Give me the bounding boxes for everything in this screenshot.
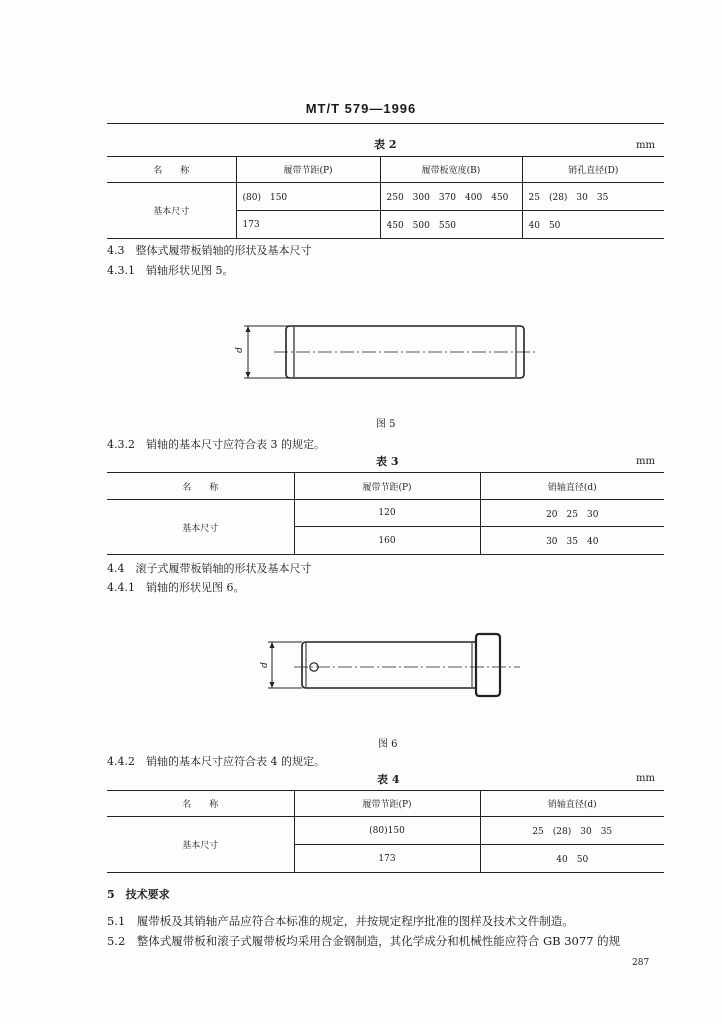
table-cell: 450 500 550 (380, 211, 522, 239)
section-4-3-1: 4.3.1 销轴形状见图 5。 (107, 264, 234, 277)
section-4-4-1: 4.4.1 销轴的形状见图 6。 (107, 581, 245, 594)
table-cell: 173 (236, 211, 380, 239)
section-5-title: 5 技术要求 (107, 888, 170, 901)
table-cell: 25 (28) 30 35 (480, 817, 664, 845)
table2-header-width: 履带板宽度(B) (380, 157, 522, 183)
table-cell: 30 35 40 (480, 527, 664, 555)
table4 (107, 790, 664, 873)
table-cell: 160 (294, 527, 480, 555)
table-cell: 25 (28) 30 35 (522, 183, 664, 211)
section-5-1: 5.1 履带板及其销轴产品应符合本标准的规定，并按规定程序批准的图样及技术文件制造。 (107, 914, 574, 928)
table-cell: (80) 150 (236, 183, 380, 211)
table2-unit: mm (636, 140, 655, 151)
table-cell: 173 (294, 845, 480, 873)
table2-caption: 表 2 (374, 138, 397, 151)
section-4-3-title: 4.3 整体式履带板销轴的形状及基本尺寸 (107, 244, 312, 257)
table-cell: (80)150 (294, 817, 480, 845)
figure-6-caption: 图 6 (378, 739, 398, 750)
table-cell: 120 (294, 500, 480, 527)
table3-row-name: 基本尺寸 (107, 500, 294, 555)
table3 (107, 472, 664, 555)
header-rule (107, 123, 664, 124)
section-4-3-2: 4.3.2 销轴的基本尺寸应符合表 3 的规定。 (107, 438, 325, 451)
table4-caption: 表 4 (377, 773, 400, 786)
table2-row-name: 基本尺寸 (107, 183, 236, 239)
section-4-4-2: 4.4.2 销轴的基本尺寸应符合表 4 的规定。 (107, 755, 325, 768)
table2-header-pitch: 履带节距(P) (236, 157, 380, 183)
table3-unit: mm (636, 456, 655, 467)
table2 (107, 156, 664, 239)
table4-header-pitch: 履带节距(P) (294, 791, 480, 817)
figure-5-caption: 图 5 (376, 419, 396, 430)
figure-5-pin-drawing (230, 318, 550, 386)
table2-header-name: 名 称 (153, 166, 190, 176)
table4-header-name: 名 称 (182, 800, 219, 810)
table-cell: 40 50 (480, 845, 664, 873)
page-number: 287 (632, 958, 650, 968)
section-4-4-title: 4.4 滚子式履带板销轴的形状及基本尺寸 (107, 562, 312, 575)
table2-header-hole: 销孔直径(D) (522, 157, 664, 183)
section-5-2: 5.2 整体式履带板和滚子式履带板均采用合金钢制造，其化学成分和机械性能应符合 GB 3077 的规 (107, 934, 621, 948)
table-cell: 250 300 370 400 450 (380, 183, 522, 211)
running-header: MT/T 579—1996 (305, 101, 417, 116)
table3-header-pitch: 履带节距(P) (294, 473, 480, 500)
table3-header-name: 名 称 (182, 482, 219, 493)
table-cell: 40 50 (522, 211, 664, 239)
table3-header-diameter: 销轴直径(d) (480, 473, 664, 500)
figure-5-dim-label: d (234, 347, 245, 353)
figure-6-dim-label: d (259, 662, 270, 668)
figure-6-pin-drawing (258, 630, 528, 702)
table-cell: 20 25 30 (480, 500, 664, 527)
table4-header-diameter: 销轴直径(d) (480, 791, 664, 817)
table3-caption: 表 3 (376, 455, 399, 468)
table4-unit: mm (636, 773, 655, 784)
table4-row-name: 基本尺寸 (107, 817, 294, 873)
